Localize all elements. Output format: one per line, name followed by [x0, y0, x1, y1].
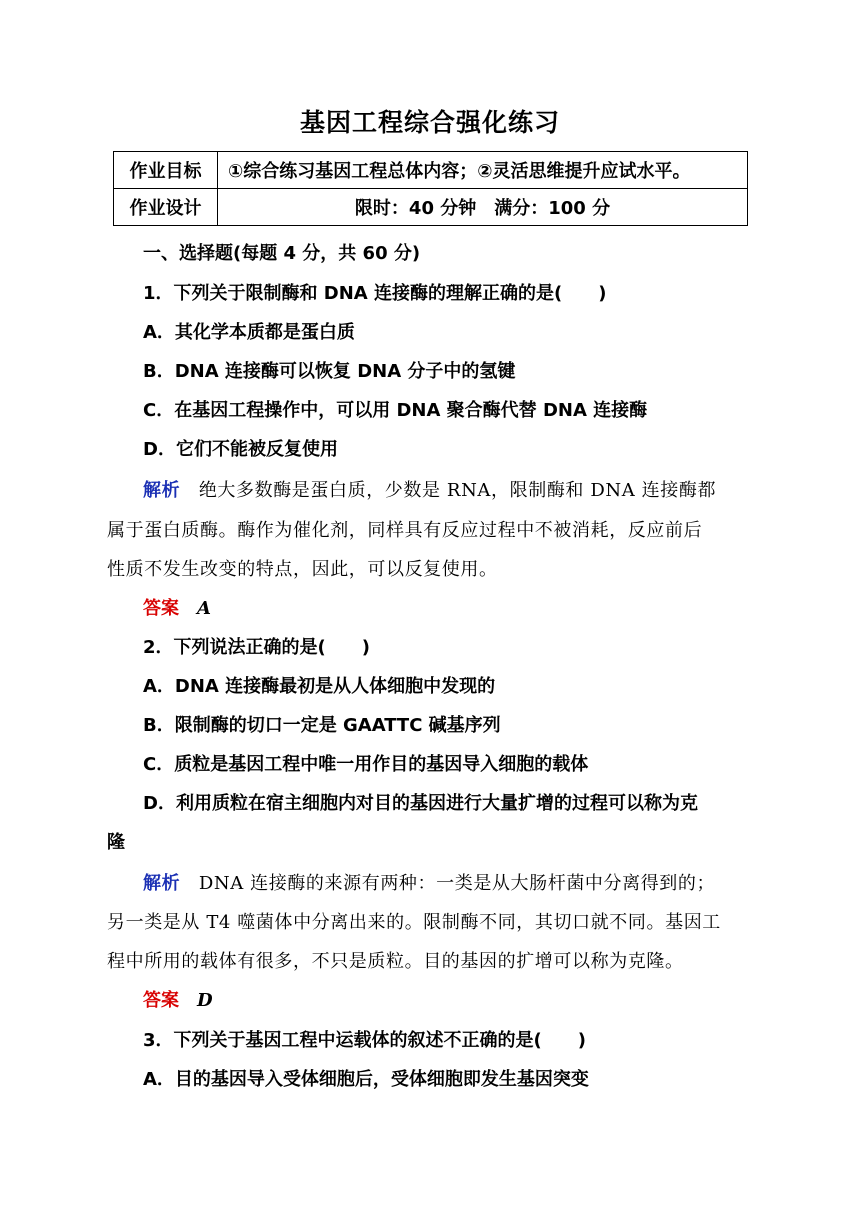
q1-answer-line	[143, 594, 211, 620]
q1-option-b: B．DNA 连接酶可以恢复 DNA 分子中的氢键	[143, 361, 516, 382]
q2-analysis-label: 解析	[143, 873, 181, 894]
q1-analysis-line-3: 性质不发生改变的特点，因此，可以反复使用。	[107, 559, 498, 580]
section-heading: 一、选择题(每题 4 分，共 60 分)	[143, 243, 421, 264]
q1-analysis-text-1: 绝大多数酶是蛋白质，少数是 RNA，限制酶和 DNA 连接酶都	[198, 480, 717, 501]
q1-answer-value: A	[197, 598, 211, 619]
q2-answer-line	[143, 986, 213, 1012]
q2-option-d-line-1: D．利用质粒在宿主细胞内对目的基因进行大量扩增的过程可以称为克	[143, 793, 698, 814]
page-title: 基因工程综合强化练习	[299, 108, 560, 137]
design-row	[114, 189, 748, 226]
q2-answer-value: D	[197, 990, 213, 1011]
q2-analysis-line-1	[143, 869, 715, 895]
q2-option-c: C．质粒是基因工程中唯一用作目的基因导入细胞的载体	[143, 754, 589, 775]
q2-option-a: A．DNA 连接酶最初是从人体细胞中发现的	[143, 676, 496, 697]
q3-option-a: A．目的基因导入受体细胞后，受体细胞即发生基因突变	[143, 1069, 589, 1090]
q2-option-b: B．限制酶的切口一定是 GAATTC 碱基序列	[143, 715, 501, 736]
q2-analysis-line-2: 另一类是从 T4 噬菌体中分离出来的。限制酶不同，其切口就不同。基因工	[107, 912, 721, 933]
q2-analysis-line-3: 程中所用的载体有很多，不只是质粒。目的基因的扩增可以称为克隆。	[107, 951, 684, 972]
q3-stem: 3．下列关于基因工程中运载体的叙述不正确的是( )	[143, 1030, 586, 1051]
goal-row	[114, 152, 748, 189]
q1-analysis-line-1	[143, 476, 716, 502]
q2-stem: 2．下列说法正确的是( )	[143, 637, 370, 658]
assignment-info-table	[113, 151, 748, 226]
q2-analysis-text-1: DNA 连接酶的来源有两种：一类是从大肠杆菌中分离得到的；	[198, 873, 716, 894]
design-label: 作业设计	[114, 189, 218, 226]
q1-option-a: A．其化学本质都是蛋白质	[143, 322, 355, 343]
goal-value: ①综合练习基因工程总体内容；②灵活思维提升应试水平。	[218, 152, 748, 189]
q1-analysis-label: 解析	[143, 480, 181, 501]
q1-answer-label: 答案	[143, 598, 179, 619]
design-value: 限时：40 分钟 满分：100 分	[218, 189, 748, 226]
q1-stem: 1．下列关于限制酶和 DNA 连接酶的理解正确的是( )	[143, 283, 607, 304]
goal-label: 作业目标	[114, 152, 218, 189]
q1-option-c: C．在基因工程操作中，可以用 DNA 聚合酶代替 DNA 连接酶	[143, 400, 648, 421]
q1-option-d: D．它们不能被反复使用	[143, 439, 338, 460]
q1-analysis-line-2: 属于蛋白质酶。酶作为催化剂，同样具有反应过程中不被消耗，反应前后	[107, 520, 703, 541]
q2-option-d-line-2: 隆	[107, 832, 125, 853]
q2-answer-label: 答案	[143, 990, 179, 1011]
